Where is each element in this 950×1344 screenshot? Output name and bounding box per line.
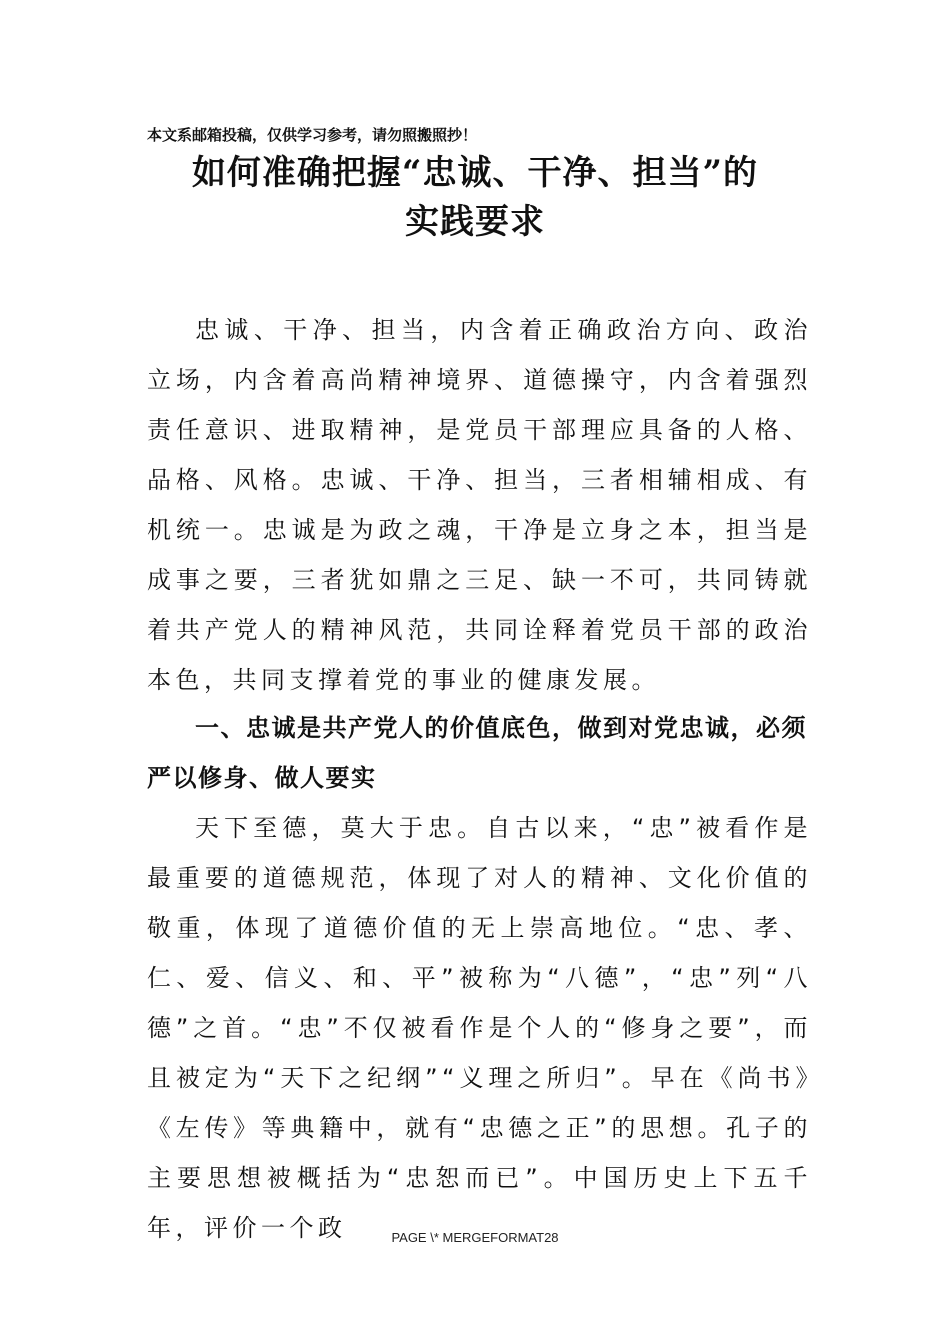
intro-paragraph: 忠诚、干净、担当，内含着正确政治方向、政治立场，内含着高尚精神境界、道德操守，内含着强烈责任意识、进取精神，是党员干部理应具备的人格、品格、风格。忠诚、干净、担当，三者相辅相成、有机统一。忠诚是为政之魂，干净是立身之本，担当是成事之要，三者犹如鼎之三足、缺一不可，共同铸就着共产党人的精神风范，共同诠释着党员干部的政治本色，共同支撑着党的事业的健康发展。 (147, 316, 812, 694)
document-title-line-1: 如何准确把握“忠诚、干净、担当”的 (191, 153, 759, 193)
section-1-paragraph: 天下至德，莫大于忠。自古以来，“忠”被看作是最重要的道德规范，体现了对人的精神、文化价值的敬重，体现了道德价值的无上崇高地位。“忠、孝、仁、爱、信义、和、平”被称为“八德”，“忠”列“八德”之首。“忠”不仅被看作是个人的“修身之要”，而且被定为“天下之纪纲”“义理之所归”。早在《尚书》《左传》等典籍中，就有“忠德之正”的思想。孔子的主要思想被概括为“忠恕而已”。中国历史上下五千年，评价一个政 (147, 814, 812, 1242)
section-1-heading: 一、忠诚是共产党人的价值底色，做到对党忠诚，必须严以修身、做人要实 (147, 714, 807, 792)
document-title-line-2: 实践要求 (405, 202, 545, 242)
header-notice: 本文系邮箱投稿，仅供学习参考，请勿照搬照抄！ (147, 126, 478, 144)
page-footer: PAGE \* MERGEFORMAT28 (391, 1230, 559, 1245)
